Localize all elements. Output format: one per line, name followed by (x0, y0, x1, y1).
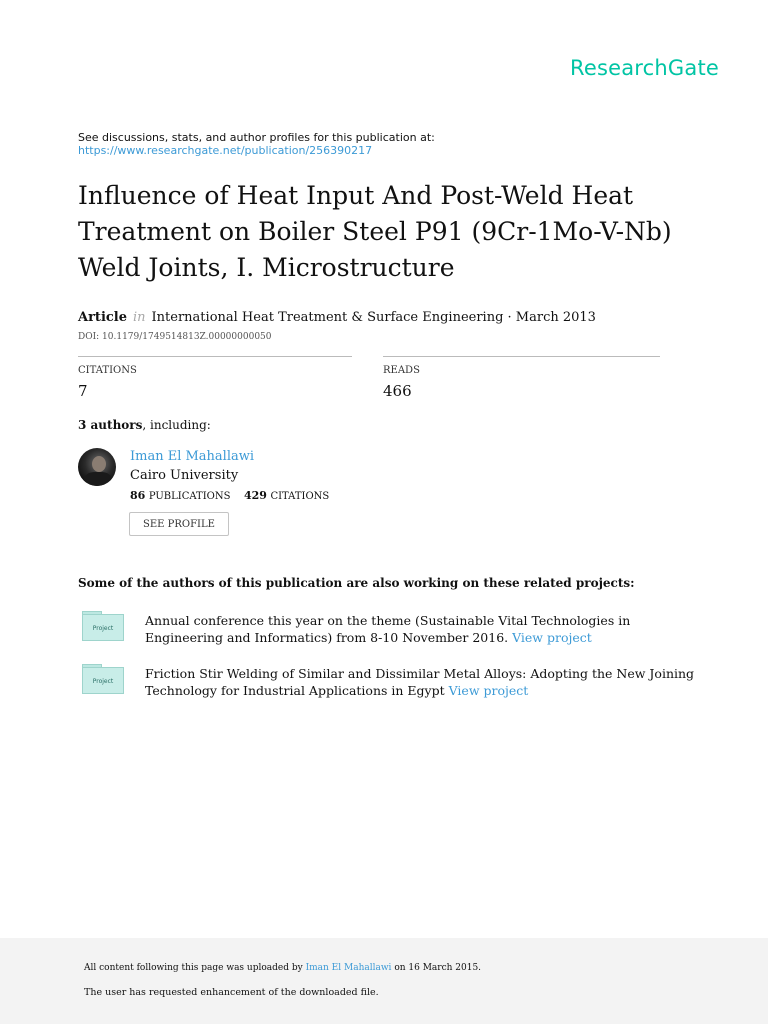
upload-notice (84, 963, 481, 973)
upload-suffix: on 16 March 2015. (394, 963, 482, 973)
footer-panel (0, 938, 768, 1024)
publication-meta (78, 310, 596, 326)
project-item (145, 665, 705, 699)
citations-divider (78, 356, 352, 357)
citations-value: 7 (78, 382, 88, 400)
researchgate-logo[interactable]: ResearchGate (570, 56, 720, 80)
view-project-link[interactable]: View project (512, 630, 592, 645)
doi: DOI: 10.1179/1749514813Z.00000000050 (78, 332, 272, 342)
authors-count: 3 authors (78, 418, 143, 432)
related-projects-heading: Some of the authors of this publication are also working on these related projects: (78, 576, 635, 590)
reads-divider (383, 356, 660, 357)
see-profile-button[interactable]: SEE PROFILE (129, 512, 229, 536)
project-description: Annual conference this year on the theme (Sustainable Vital Technologies in Engineering and Informatics) from 8-10 November 2016. (145, 613, 631, 645)
in-word: in (133, 310, 146, 325)
project-item (145, 612, 705, 646)
publication-type: Article (78, 310, 128, 325)
enhancement-note: The user has requested enhancement of the downloaded file. (84, 987, 379, 998)
author-stats (130, 489, 329, 502)
author-avatar[interactable] (78, 448, 116, 486)
uploader-link[interactable]: Iman El Mahallawi (305, 963, 392, 973)
citations-label: CITATIONS (78, 365, 137, 376)
publication-title: Influence of Heat Input And Post-Weld Heat Treatment on Boiler Steel P91 (9Cr-1Mo-V-Nb) Weld Joints, I. Microstructure (78, 181, 672, 282)
author-publications-count: 86 (130, 489, 146, 502)
reads-label: READS (383, 365, 420, 376)
upload-prefix: All content following this page was uploaded by (84, 963, 303, 973)
project-folder-icon (82, 664, 124, 694)
avatar-body (84, 472, 112, 486)
project-folder-label: Project (82, 667, 124, 694)
discussion-notice (78, 131, 435, 157)
author-name[interactable]: Iman El Mahallawi (130, 449, 255, 464)
author-citations-label: CITATIONS (270, 491, 330, 502)
author-publications-label: PUBLICATIONS (148, 491, 231, 502)
venue-date[interactable]: International Heat Treatment & Surface Engineering · March 2013 (151, 310, 596, 325)
discussion-text: See discussions, stats, and author profiles for this publication at: (78, 131, 435, 144)
project-description: Friction Stir Welding of Similar and Dissimilar Metal Alloys: Adopting the New Joining Technology for Industrial Applications in Egypt (145, 666, 695, 698)
project-folder-label: Project (82, 614, 124, 641)
publication-link[interactable]: https://www.researchgate.net/publication/256390217 (78, 144, 373, 157)
avatar-face (92, 456, 106, 472)
authors-including: , including: (142, 418, 211, 432)
reads-value: 466 (383, 382, 412, 400)
project-folder-icon (82, 611, 124, 641)
author-institution: Cairo University (130, 468, 239, 483)
authors-heading (78, 418, 211, 432)
author-citations-count: 429 (243, 489, 267, 502)
view-project-link[interactable]: View project (448, 683, 529, 698)
